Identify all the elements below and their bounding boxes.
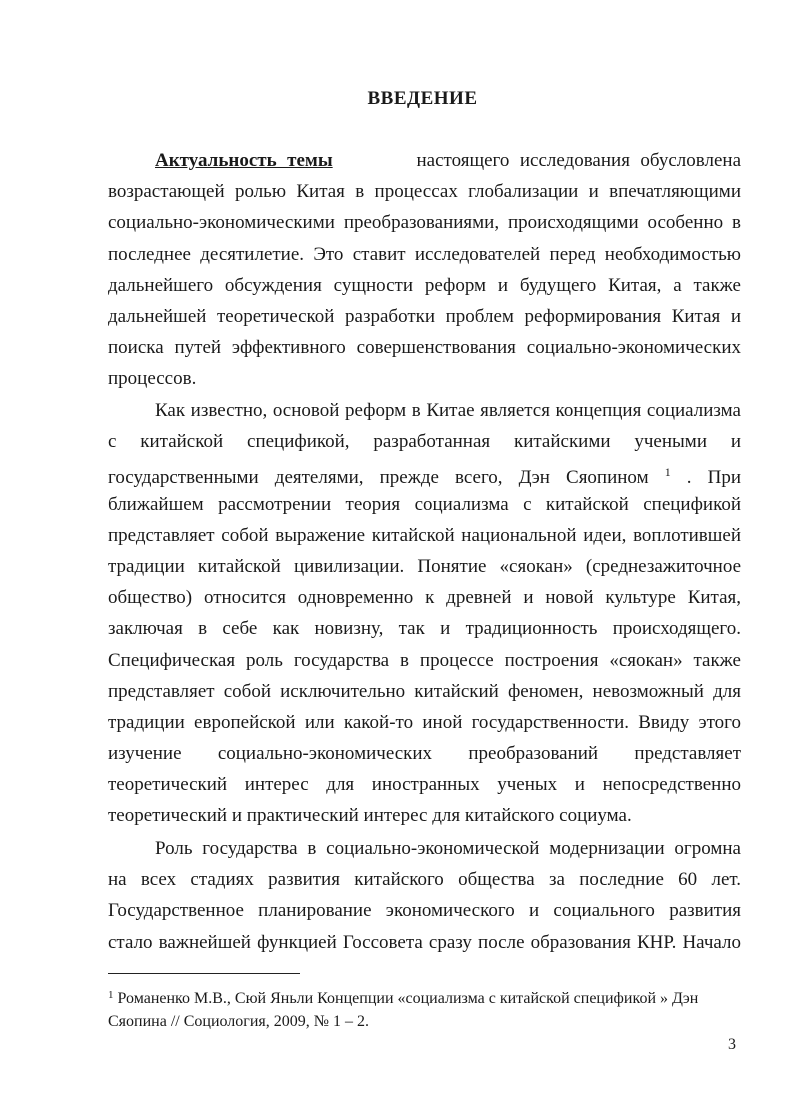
text-line: государственными деятелями, прежде всего, Дэн Сяопином $^1$ . При	[108, 465, 742, 489]
text-line: заключая в себе как новизну, так и традиционность происходящего.	[108, 618, 741, 640]
text-line: Актуальность темы настоящего исследования обусловлена	[155, 150, 742, 171]
footnote-line: Сяопина // Социология, 2009, № 1 – 2.	[108, 1013, 370, 1030]
text-line: ближайшем рассмотрении теория социализма с китайской спецификой	[108, 493, 741, 515]
footnote-reference: 1	[664, 465, 671, 480]
paragraph-concept	[108, 395, 741, 832]
text-line: теоретический интерес для иностранных ученых и непосредственно	[108, 774, 741, 796]
text-line: возрастающей ролью Китая в процессах глобализации и впечатляющими	[108, 181, 741, 203]
text-line: процессов.	[108, 368, 197, 390]
paragraph-relevance	[108, 145, 741, 395]
text-line: Как известно, основой реформ в Китае является концепция социализма	[155, 400, 741, 421]
page-number: 3	[728, 1036, 736, 1053]
text-line: представляет собой выражение китайской национальной идеи, воплотившей	[108, 524, 741, 546]
text-line: последнее десятилетие. Это ставит исследователей перед необходимостью	[108, 243, 741, 265]
text-line: стало важнейшей функцией Госсовета сразу после образования КНР. Начало	[108, 931, 741, 953]
text-line: дальнейшего обсуждения сущности реформ и будущего Китая, а также	[108, 274, 741, 296]
text-line: дальнейшей теоретической разработки проблем реформирования Китая и	[108, 305, 741, 327]
text-line: традиции европейской или какой-то иной государственности. Ввиду этого	[108, 711, 741, 733]
text-line: теоретический и практический интерес для китайского социума.	[108, 805, 632, 827]
text-line: традиции китайской цивилизации. Понятие «сяокан» (среднезажиточное	[108, 555, 741, 577]
footnote-divider	[108, 973, 300, 974]
footnote	[108, 984, 728, 1033]
text-line: представляет собой исключительно китайский феномен, невозможный для	[108, 680, 741, 702]
text-line: изучение социально-экономических преобразований представляет	[108, 743, 741, 765]
topic-heading: Актуальность темы	[155, 150, 333, 171]
footnote-line: $^1$ Романенко М.В., Сюй Яньли Концепции «социализма с китайской спецификой » Дэн	[108, 989, 699, 1007]
text-line: на всех стадиях развития китайского общества за последние 60 лет.	[108, 869, 741, 891]
text-line: социально-экономическими преобразованиями, происходящими особенно в	[108, 212, 741, 234]
page-title: ВВЕДЕНИЕ	[367, 88, 478, 109]
text-line: с китайской спецификой, разработанная китайскими учеными и	[108, 431, 741, 453]
text-line: общество) относится одновременно к древней и новой культуре Китая,	[108, 587, 741, 609]
paragraph-state-role	[108, 833, 741, 958]
text-line: Специфическая роль государства в процессе построения «сяокан» также	[108, 649, 741, 671]
text-line: поиска путей эффективного совершенствования социально-экономических	[108, 337, 741, 359]
text-line: Государственное планирование экономического и социального развития	[108, 900, 741, 922]
text-line: Роль государства в социально-экономической модернизации огромна	[155, 838, 741, 859]
footnote-mark: 1	[108, 989, 114, 1001]
